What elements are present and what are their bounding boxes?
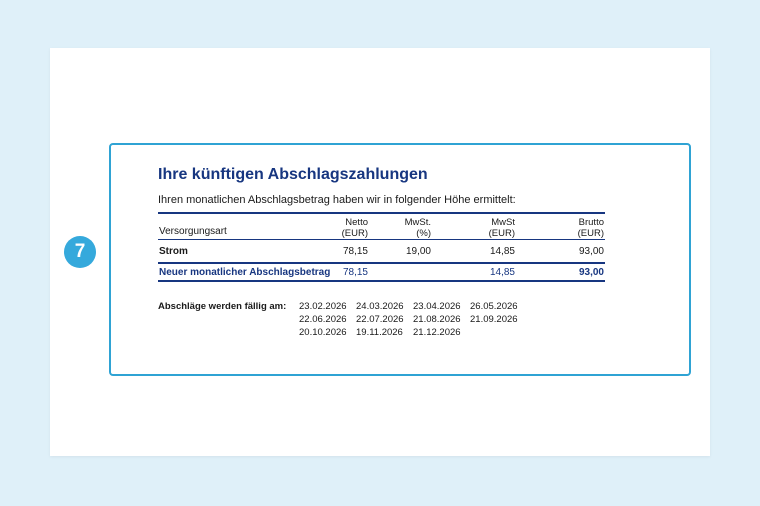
step-number-badge: 7	[64, 236, 96, 268]
row-mwst-rate: 19,00	[405, 246, 431, 257]
header-netto-unit: (EUR)	[341, 228, 368, 239]
header-brutto	[578, 217, 604, 239]
table-bottom-rule	[158, 280, 605, 282]
table-header	[158, 214, 605, 239]
row-netto: 78,15	[342, 246, 368, 257]
header-mwst-amount	[489, 217, 515, 239]
row-label: Strom	[159, 246, 188, 257]
due-date: 26.05.2026	[470, 301, 518, 312]
due-date: 20.10.2026	[299, 327, 347, 338]
due-dates-label: Abschläge werden fällig am:	[158, 301, 287, 312]
due-date: 23.02.2026	[299, 301, 347, 312]
header-netto	[342, 217, 368, 239]
header-brutto-unit: (EUR)	[577, 228, 604, 239]
total-label: Neuer monatlicher Abschlagsbetrag	[159, 267, 331, 278]
header-mwst-amount-title: MwSt	[491, 217, 515, 228]
header-netto-title: Netto	[345, 217, 368, 228]
due-date: 21.09.2026	[470, 314, 518, 325]
payments-table	[158, 212, 605, 282]
due-date: 21.12.2026	[413, 327, 461, 338]
due-date: 23.04.2026	[413, 301, 461, 312]
header-brutto-title: Brutto	[578, 217, 604, 228]
total-brutto: 93,00	[578, 267, 604, 278]
row-brutto: 93,00	[578, 246, 604, 257]
row-mwst-amount: 14,85	[489, 246, 515, 257]
header-mwst-rate-title: MwSt.	[404, 217, 431, 228]
intro-text: Ihren monatlichen Abschlagsbetrag haben wir in folgender Höhe ermittelt:	[158, 194, 516, 206]
header-mwst-amount-unit: (EUR)	[488, 228, 515, 239]
due-date: 22.07.2026	[356, 314, 404, 325]
total-netto: 78,15	[342, 267, 368, 278]
due-date: 21.08.2026	[413, 314, 461, 325]
section-title: Ihre künftigen Abschlagszahlungen	[158, 166, 428, 183]
table-total-row	[158, 264, 605, 280]
due-date: 19.11.2026	[356, 327, 403, 338]
header-versorgungsart: Versorgungsart	[159, 226, 227, 237]
header-mwst-rate-unit: (%)	[416, 228, 431, 239]
due-date: 22.06.2026	[299, 314, 347, 325]
table-row	[158, 240, 605, 262]
total-mwst-amount: 14,85	[489, 267, 515, 278]
due-date: 24.03.2026	[356, 301, 404, 312]
due-dates-grid	[299, 301, 527, 340]
header-mwst-rate	[405, 217, 431, 239]
